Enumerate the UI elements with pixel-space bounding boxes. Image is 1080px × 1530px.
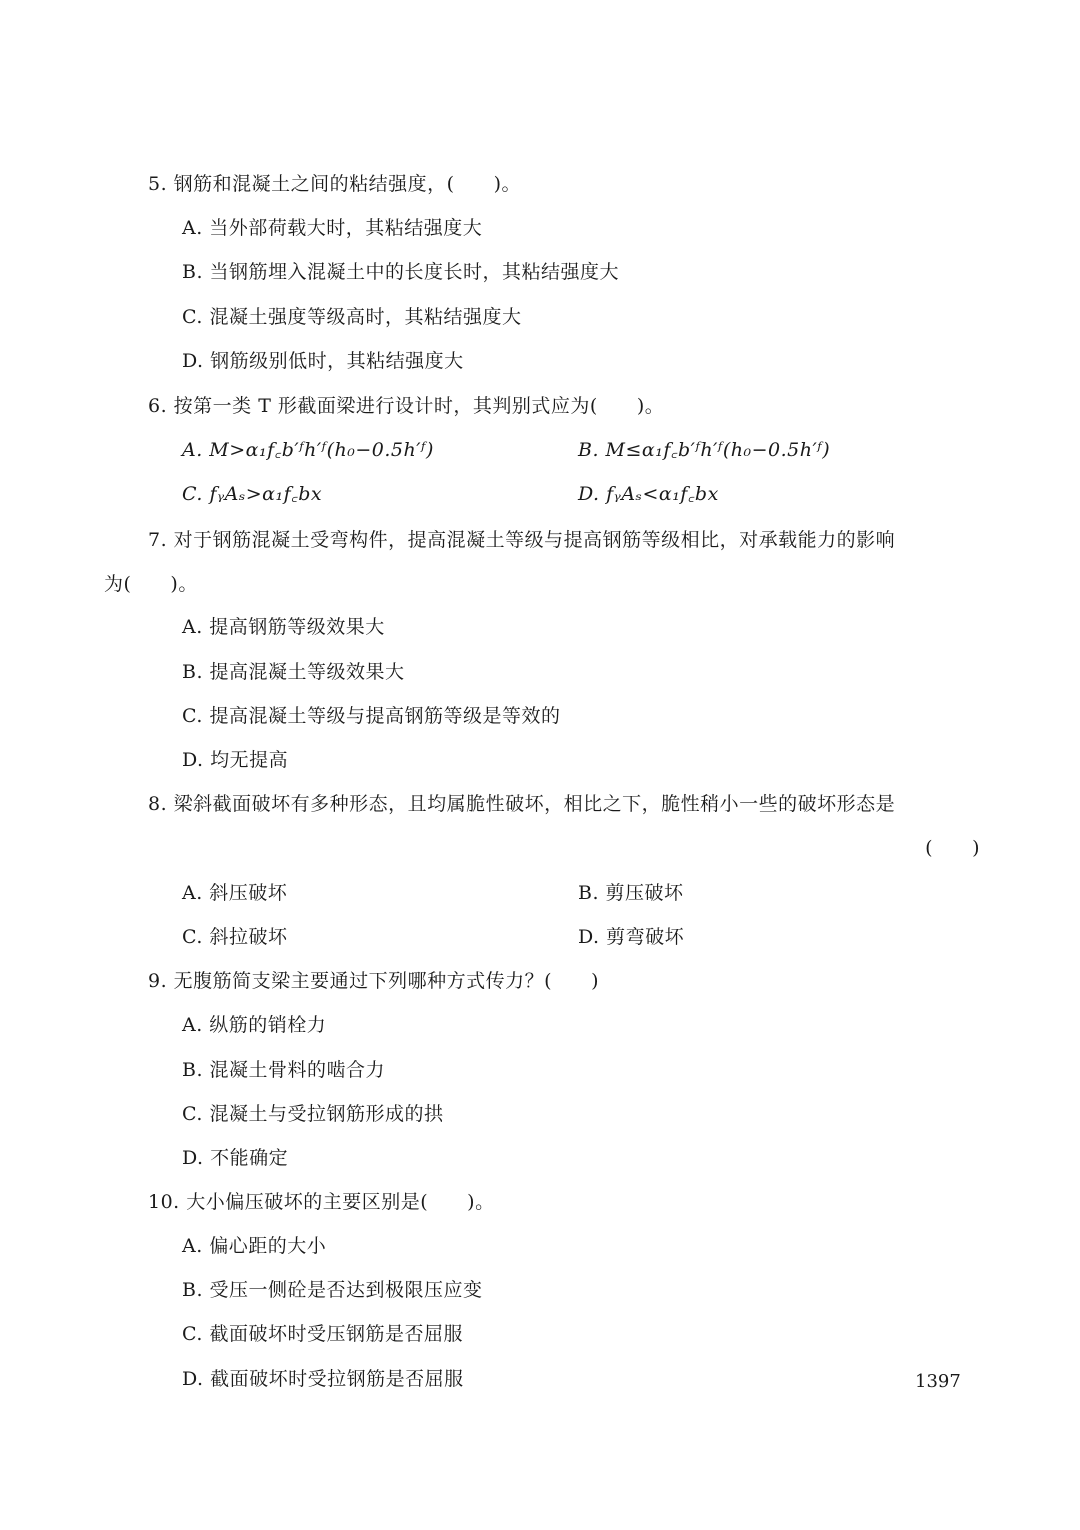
question-8-option-b: B. 剪压破坏: [578, 882, 684, 904]
question-6-option-c: C. fᵧAₛ>α₁f꜀bx: [182, 483, 323, 505]
question-10-option-c: C. 截面破坏时受压钢筋是否屈服: [182, 1323, 463, 1345]
question-8-option-d: D. 剪弯破坏: [578, 926, 685, 948]
question-7-option-a: A. 提高钢筋等级效果大: [182, 616, 385, 638]
question-7-option-d: D. 均无提高: [182, 749, 289, 771]
question-8-answer-paren: ( ): [925, 837, 980, 859]
question-9-option-c: C. 混凝土与受拉钢筋形成的拱: [182, 1103, 444, 1125]
question-9-stem: 9. 无腹筋简支梁主要通过下列哪种方式传力？( ): [148, 970, 599, 992]
question-6-stem: 6. 按第一类 T 形截面梁进行设计时，其判别式应为( )。: [148, 395, 665, 417]
question-6-option-b: B. M≤α₁f꜀b′ᶠh′ᶠ(h₀−0.5h′ᶠ): [578, 439, 831, 461]
question-9-option-d: D. 不能确定: [182, 1147, 289, 1169]
question-10-option-b: B. 受压一侧砼是否达到极限压应变: [182, 1279, 483, 1301]
question-8-option-c: C. 斜拉破坏: [182, 926, 288, 948]
question-5-option-b: B. 当钢筋埋入混凝土中的长度长时，其粘结强度大: [182, 261, 620, 283]
question-10-option-d: D. 截面破坏时受拉钢筋是否屈服: [182, 1368, 464, 1390]
question-10-stem: 10. 大小偏压破坏的主要区别是( )。: [148, 1191, 495, 1213]
question-7-stem: 7. 对于钢筋混凝土受弯构件，提高混凝土等级与提高钢筋等级相比，对承载能力的影响: [148, 529, 896, 551]
question-10-option-a: A. 偏心距的大小: [182, 1235, 327, 1257]
question-5-option-c: C. 混凝土强度等级高时，其粘结强度大: [182, 306, 522, 328]
question-8-stem: 8. 梁斜截面破坏有多种形态，且均属脆性破坏，相比之下，脆性稍小一些的破坏形态是: [148, 793, 896, 815]
question-5-option-a: A. 当外部荷载大时，其粘结强度大: [182, 217, 483, 239]
question-6-option-d: D. fᵧAₛ<α₁f꜀bx: [578, 483, 719, 505]
question-6-option-a: A. M>α₁f꜀b′ᶠh′ᶠ(h₀−0.5h′ᶠ): [182, 439, 434, 461]
question-7-option-c: C. 提高混凝土等级与提高钢筋等级是等效的: [182, 705, 561, 727]
question-9-option-b: B. 混凝土骨料的啮合力: [182, 1059, 386, 1081]
question-9-option-a: A. 纵筋的销栓力: [182, 1014, 327, 1036]
question-8-option-a: A. 斜压破坏: [182, 882, 288, 904]
page-number: 1397: [915, 1371, 961, 1392]
question-5-stem: 5. 钢筋和混凝土之间的粘结强度，( )。: [148, 173, 521, 195]
question-5-option-d: D. 钢筋级别低时，其粘结强度大: [182, 350, 464, 372]
question-7-option-b: B. 提高混凝土等级效果大: [182, 661, 405, 683]
question-7-stem-continued: 为( )。: [104, 573, 198, 595]
